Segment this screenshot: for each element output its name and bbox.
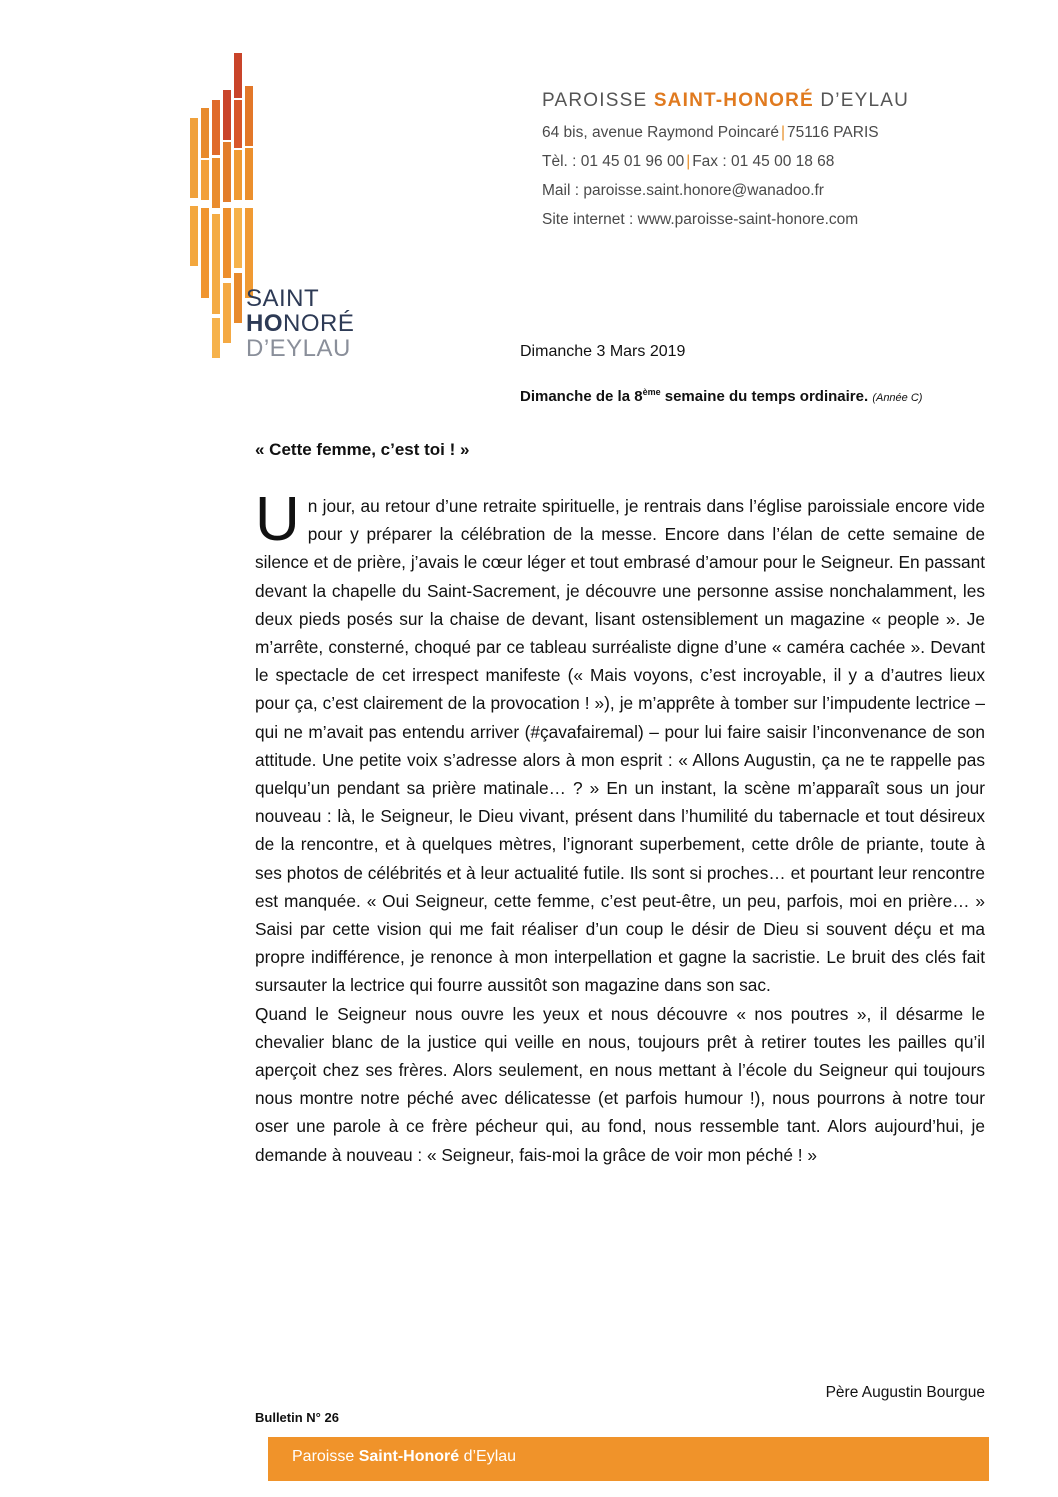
fax-number: Fax : 01 45 00 18 68	[692, 153, 835, 170]
article-title: « Cette femme, c’est toi ! »	[255, 440, 470, 459]
phone-number: Tèl. : 01 45 01 96 00	[542, 153, 685, 170]
logo-bars	[190, 53, 253, 358]
footer-prefix: Paroisse	[292, 1448, 359, 1465]
logo-text-deylau: D’EYLAU	[246, 335, 351, 362]
parish-name-suffix: D’EYLAU	[813, 90, 910, 111]
bulletin-date: Dimanche 3 Mars 2019	[520, 343, 686, 360]
footer-suffix: d’Eylau	[459, 1448, 517, 1465]
logo-text-nore: NORÉ	[283, 310, 355, 337]
phone-separator: |	[686, 153, 691, 170]
footer-parish-name	[292, 1448, 516, 1466]
parish-name	[542, 90, 1022, 112]
logo-text-saint: SAINT	[246, 285, 320, 312]
paragraph-1	[255, 485, 985, 1000]
parish-contact-block	[542, 90, 1022, 234]
address-separator: |	[780, 124, 785, 141]
paragraph-1-text: n jour, au retour d’une retraite spirituelle, je rentrais dans l’église paroissiale encore vide pour y préparer la célébration de la messe. Encore dans l’élan de cette semaine de silence et de prière, j’avais le cœur léger et tout embrasé d’amour pour le Seigneur. En passant devant la chapelle du Saint-Sacrement, je découvre une personne assise nonchalamment, les deux pieds posés sur la chaise de devant, lisant ostensiblement un magazine « people ». Je m’arrête, consterné, choqué par ce tableau surréaliste digne d’une « caméra cachée ». Devant le spectacle de cet irrespect manifeste (« Mais voyons, c’est incroyable, il y a d’autres lieux pour ça, c’est clairement de la provocation ! »), je m’apprête à tomber sur l’impudente lectrice – qui ne m’avait pas entendu arriver (#çavafairemal) – pour lui faire saisir l’inconvenance de son attitude. Une petite voix s’adresse alors à mon esprit : « Allons Augustin, ça ne te rappelle pas quelqu’un pendant sa prière matinale… ? » En un instant, la scène m’apparaît sous un jour nouveau : là, le Seigneur, le Dieu vivant, présent dans l’humilité du tabernacle et tout désireux de la rencontre, et à quelques mètres, l’ignorant superbement, cette drôle de priante, toute à ses photos de célébrités et à leur actualité futile. Ils sont si proches… et pourtant leur rencontre est manquée. « Oui Seigneur, cette femme, c’est peut-être, un peu, parfois, moi en prière… » Saisi par cette vision qui me fait réaliser d’un coup le désir de Dieu si souvent déçu et ma propre indifférence, je renonce à mon interpellation et gagne la sacristie. Le bruit des clés fait sursauter la lectrice qui fourre aussitôt son magazine dans son sac.	[255, 496, 985, 996]
address-city: 75116 PARIS	[786, 124, 879, 141]
logo-text-honore	[246, 312, 354, 336]
sunday-ordinal: ème	[642, 387, 661, 397]
paragraph-2: Quand le Seigneur nous ouvre les yeux et nous découvre « nos poutres », il désarme le chevalier blanc de la justice qui veille en nous, toujours prêt à retirer toutes les pailles qu’il aperçoit chez ses frères. Alors seulement, en nous mettant à l’école du Seigneur qui toujours nous montre notre péché avec délicatesse (et parfois humour !), nous pourrons à notre tour oser une parole à ce frère pécheur qui, au fond, nous ressemble tant. Alors aujourd’hui, je demande à nouveau : « Seigneur, fais-moi la grâce de voir mon péché ! »	[255, 1003, 985, 1165]
mail-line: Mail : paroisse.saint.honore@wanadoo.fr	[542, 182, 824, 199]
sunday-suffix: semaine du temps ordinaire.	[660, 388, 873, 405]
address-street: 64 bis, avenue Raymond Poincaré	[542, 124, 779, 141]
bulletin-number: Bulletin N° 26	[255, 1410, 339, 1425]
site-line: Site internet : www.paroisse-saint-honore.com	[542, 211, 859, 228]
drop-cap: U	[255, 485, 300, 554]
footer-accent: Saint-Honoré	[358, 1448, 460, 1465]
logo-text-ho: HO	[246, 310, 283, 337]
parish-name-accent: SAINT-HONORÉ	[653, 90, 814, 111]
liturgical-sunday	[520, 387, 922, 405]
sunday-year: (Année C)	[872, 392, 923, 404]
article-body	[255, 485, 985, 1169]
author-signature: Père Augustin Bourgue	[825, 1384, 985, 1401]
sunday-prefix: Dimanche de la 8	[520, 388, 643, 405]
address-line	[542, 118, 1022, 147]
footer-bar	[268, 1437, 989, 1481]
phone-line	[542, 147, 1022, 176]
parish-name-prefix: PAROISSE	[542, 90, 654, 111]
